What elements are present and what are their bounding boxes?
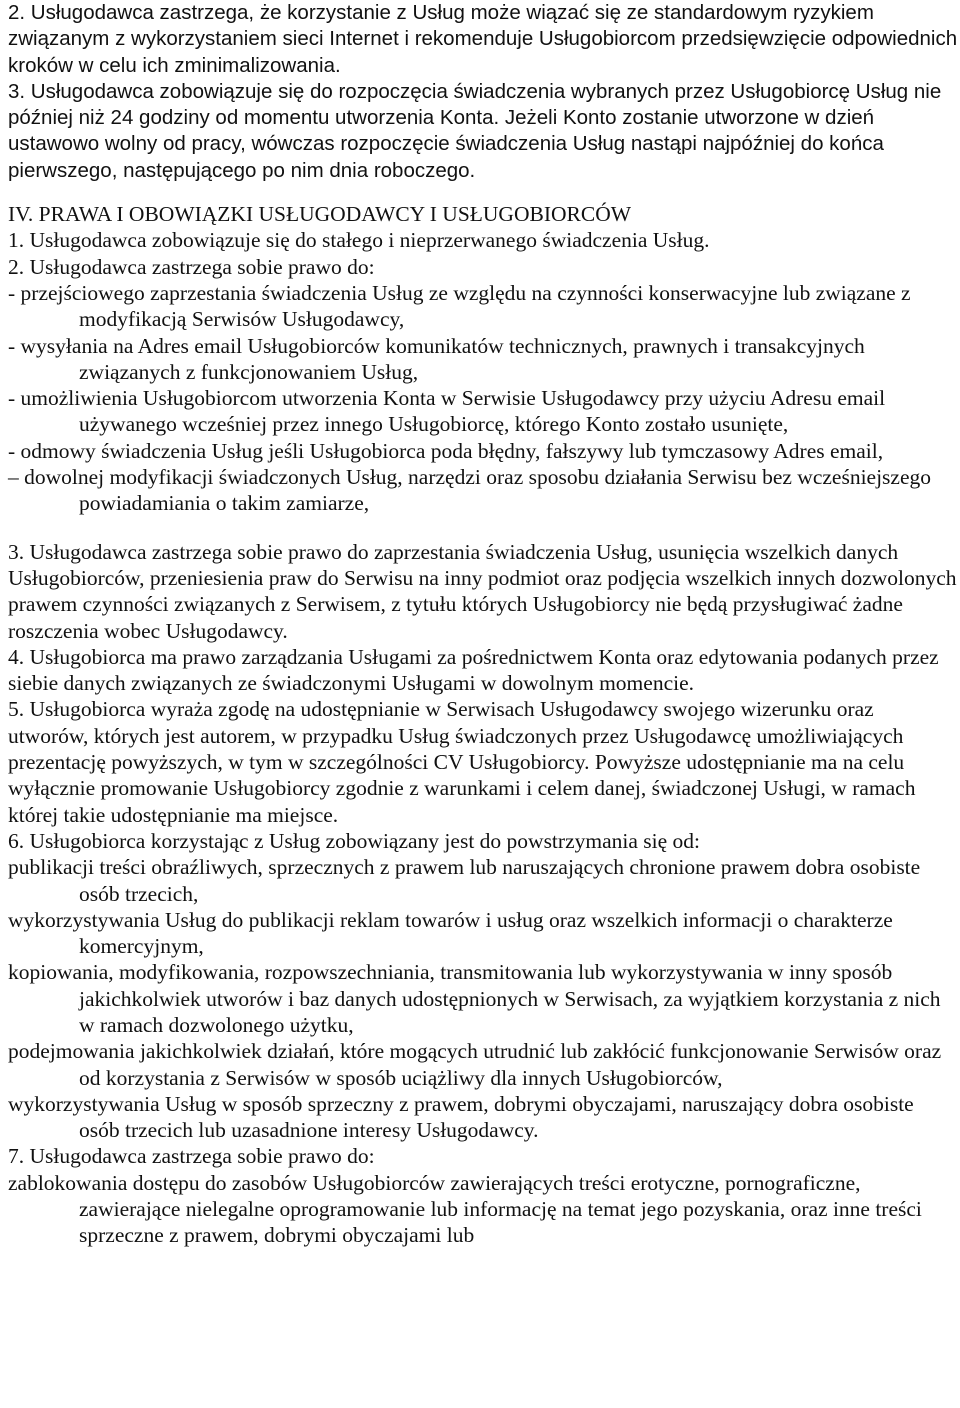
list-item: wykorzystywania Usług w sposób sprzeczny z prawem, dobrymi obyczajami, naruszający dobra osobiste osób trzecich lub uzasadnione interesy Usługodawcy. <box>8 1091 914 1143</box>
paragraph-4: 4. Usługobiorca ma prawo zarządzania Usługami za pośrednictwem Konta oraz edytowania podanych przez siebie danych związanych ze świadczonymi Usługami w dowolnym momencie. <box>8 644 939 696</box>
paragraph-2: 2. Usługodawca zastrzega sobie prawo do: <box>8 254 375 279</box>
list-item: - odmowy świadczenia Usług jeśli Usługobiorca poda błędny, fałszywy lub tymczasowy Adres email, <box>8 438 884 463</box>
spacer <box>8 517 958 539</box>
list-item: - umożliwienia Usługobiorcom utworzenia Konta w Serwisie Usługodawcy przy użyciu Adresu email używanego wcześniej przez innego Usługobiorcę, którego Konto zostało usunięte, <box>8 386 886 437</box>
document-page <box>8 0 958 1249</box>
list-item: kopiowania, modyfikowania, rozpowszechniania, transmitowania lub wykorzystywania w inny sposób jakichkolwiek utworów i baz danych udostępnionych w Serwisach, za wyjątkiem korzystania z nich w ramach dozwolonego użytku, <box>8 960 941 1037</box>
paragraph-6: 6. Usługobiorca korzystając z Usług zobowiązany jest do powstrzymania się od: <box>8 828 700 853</box>
paragraph-3: 3. Usługodawca zastrzega sobie prawo do zaprzestania świadczenia Usług, usunięcia wszelkich danych Usługobiorców, przeniesienia praw do Serwisu na inny podmiot oraz podjęcia wszelkich innych dozwolonych prawem czynności związanych z Serwisem, z tytułu których Usługobiorcy nie będą przysługiwać żadne roszczenia wobec Usługodawcy. <box>8 539 957 643</box>
paragraph-intro-3: 3. Usługodawca zobowiązuje się do rozpoczęcia świadczenia wybranych przez Usługobiorcę Usług nie później niż 24 godziny od momentu utworzenia Konta. Jeżeli Konto zostanie utworzone w dzień ustawowo wolny od pracy, wówczas rozpoczęcie świadczenia Usług nastąpi najpóźniej do końca pierwszego, następującego po nim dnia roboczego. <box>8 79 942 182</box>
list-item: podejmowania jakichkolwiek działań, które mogących utrudnić lub zakłócić funkcjonowanie Serwisów oraz od korzystania z Serwisów w sposób uciążliwy dla innych Usługobiorców, <box>8 1039 942 1090</box>
list-item: zablokowania dostępu do zasobów Usługobiorców zawierających treści erotyczne, pornograficzne, zawierające nielegalne oprogramowanie lub informację na temat jego pozyskania, oraz inne treści sprzeczne z prawem, dobrymi obyczajami lub <box>8 1170 922 1248</box>
spacer <box>8 184 958 201</box>
paragraph-7: 7. Usługodawca zastrzega sobie prawo do: <box>8 1144 375 1169</box>
paragraph-5: 5. Usługobiorca wyraża zgodę na udostępnianie w Serwisach Usługodawcy swojego wizerunku oraz utworów, których jest autorem, w przypadku Usług świadczonych przez Usługodawcę umożliwiających prezentację powyższych, w tym w szczególności CV Usługobiorcy. Powyższe udostępnianie ma na celu wyłącznie promowanie Usługobiorcy zgodnie z warunkami i celem danej, świadczonej Usługi, w ramach której takie udostępnianie ma miejsce. <box>8 697 916 827</box>
list-item: - wysyłania na Adres email Usługobiorców komunikatów technicznych, prawnych i transakcyjnych związanych z funkcjonowaniem Usług, <box>8 333 865 384</box>
paragraph-1: 1. Usługodawca zobowiązuje się do stałego i nieprzerwanego świadczenia Usług. <box>8 228 710 253</box>
paragraph-intro-2: 2. Usługodawca zastrzega, że korzystanie z Usług może wiązać się ze standardowym ryzykiem związanym z wykorzystaniem sieci Internet i rekomenduje Usługobiorcom przedsięwzięcie odpowiednich kroków w celu ich zminimalizowania. <box>8 1 958 77</box>
list-item: publikacji treści obraźliwych, sprzecznych z prawem lub naruszających chronione prawem dobra osobiste osób trzecich, <box>8 855 921 906</box>
list-item: – dowolnej modyfikacji świadczonych Usług, narzędzi oraz sposobu działania Serwisu bez wcześniejszego powiadamiania o takim zamiarze, <box>8 465 932 516</box>
list-item: wykorzystywania Usług do publikacji reklam towarów i usług oraz wszelkich informacji o charakterze komercyjnym, <box>8 907 893 959</box>
list-item: - przejściowego zaprzestania świadczenia Usług ze względu na czynności konserwacyjne lub związane z modyfikacją Serwisów Usługodawcy, <box>8 280 911 332</box>
section-heading: IV. PRAWA I OBOWIĄZKI USŁUGODAWCY I USŁUGOBIORCÓW <box>8 202 632 227</box>
